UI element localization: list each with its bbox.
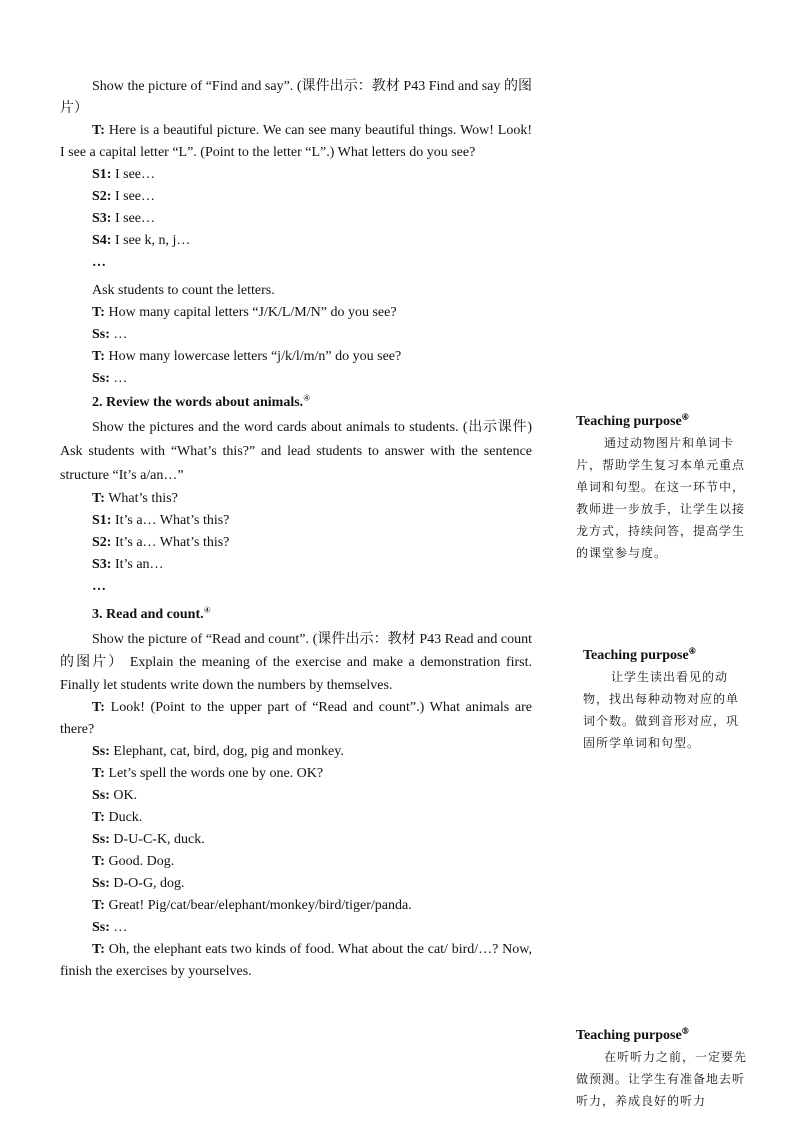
- section-2-heading: [60, 392, 532, 414]
- dialogue-text: …: [109, 920, 128, 935]
- dialogue-text: Good. Dog.: [104, 854, 175, 869]
- dialogue-text: It’s a… What’s this?: [111, 513, 230, 528]
- speaker-label: T:: [92, 898, 105, 913]
- dialogue-line: [60, 554, 532, 576]
- speaker-label: T:: [92, 349, 105, 364]
- speaker-label: S3:: [92, 557, 112, 572]
- dialogue-line: [60, 785, 532, 807]
- dialogue-line: [60, 346, 532, 368]
- teacher-line: [60, 697, 532, 741]
- section-3-intro: Show the picture of “Read and count”. (课件出示：教材 P43 Read and count 的图片） Explain the meaning of the exercise and make a demonstration first. Finally let students write down the numbers by themselves.: [60, 632, 532, 693]
- teaching-purpose-note: [583, 646, 751, 754]
- note-marker: ④: [688, 646, 696, 656]
- dialogue-line: [60, 488, 532, 510]
- speaker-label: Ss:: [92, 920, 110, 935]
- dialogue-line: [60, 895, 532, 917]
- speaker-label: S4:: [92, 233, 112, 248]
- dialogue-line: [60, 208, 532, 230]
- dialogue-text: D-O-G, dog.: [109, 876, 185, 891]
- speaker-label: T:: [92, 766, 105, 781]
- note-title: [576, 412, 748, 432]
- speaker-label: S2:: [92, 189, 112, 204]
- note-text: 通过动物图片和单词卡片，帮助学生复习本单元重点单词和句型。在这一环节中，教师进一步放手，让学生以接龙方式，持续问答，提高学生的课堂参与度。: [576, 436, 746, 560]
- note-marker: ④: [681, 412, 689, 422]
- note-text: 让学生读出看见的动物，找出每种动物对应的单词个数。做到音形对应，巩固所学单词和句型。: [583, 670, 740, 750]
- dialogue-line: [60, 302, 532, 324]
- dialogue-text: Great! Pig/cat/bear/elephant/monkey/bird/tiger/panda.: [104, 898, 412, 913]
- speaker-label: Ss:: [92, 371, 110, 386]
- speaker-label: Ss:: [92, 832, 110, 847]
- dialogue-line: [60, 917, 532, 939]
- speaker-label: S3:: [92, 211, 112, 226]
- dialogue-text: OK.: [109, 788, 138, 803]
- note-marker: ④: [203, 605, 211, 615]
- speaker-label: Ss:: [92, 327, 110, 342]
- dialogue-text: D-U-C-K, duck.: [109, 832, 205, 847]
- dialogue-text: How many capital letters “J/K/L/M/N” do you see?: [104, 305, 397, 320]
- note-text: 在听听力之前，一定要先做预测。让学生有准备地去听听力，养成良好的听力: [576, 1050, 748, 1108]
- dialogue-text: It’s an…: [111, 557, 164, 572]
- speaker-label: T:: [92, 700, 105, 715]
- dialogue-line: [60, 873, 532, 895]
- teaching-purpose-note: [576, 412, 748, 564]
- ellipsis: [60, 576, 532, 598]
- dialogue-text: Here is a beautiful picture. We can see many beautiful things. Wow! Look! I see a capital letter “L”. (Point to the letter “L”.) What letters do you see?: [60, 123, 532, 160]
- dialogue-text: Oh, the elephant eats two kinds of food. What about the cat/ bird/…? Now, finish the exercises by yourselves.: [60, 942, 532, 979]
- speaker-label: T:: [92, 123, 105, 138]
- dialogue-line: [60, 324, 532, 346]
- note-title-text: Teaching purpose: [576, 1028, 682, 1043]
- find-and-say-intro: Show the picture of “Find and say”. (课件出示：教材 P43 Find and say 的图片）: [60, 79, 532, 116]
- note-marker: ⑤: [681, 1026, 689, 1036]
- teacher-line: [60, 120, 532, 164]
- dialogue-line: [60, 829, 532, 851]
- section-2-intro: Show the pictures and the word cards about animals to students. (出示课件) Ask students with “What’s this?” and lead students to answer with the sentence structure “It’s a/an…”: [60, 420, 532, 483]
- dialogue-text: How many lowercase letters “j/k/l/m/n” do you see?: [104, 349, 402, 364]
- dialogue-text: Look! (Point to the upper part of “Read and count”.) What animals are there?: [60, 700, 532, 737]
- section-title: 2. Review the words about animals.: [92, 395, 304, 410]
- dialogue-text: …: [109, 371, 128, 386]
- dialogue-text: What’s this?: [104, 491, 178, 506]
- note-marker: ④: [303, 393, 311, 403]
- dialogue-text: Duck.: [104, 810, 143, 825]
- section-title: 3. Read and count.: [92, 607, 204, 622]
- ellipsis-mark: …: [92, 579, 106, 594]
- dialogue-line: [60, 186, 532, 208]
- ellipsis-mark: …: [92, 255, 106, 270]
- lesson-body: [60, 76, 532, 983]
- ellipsis: [60, 252, 532, 274]
- speaker-label: T:: [92, 305, 105, 320]
- dialogue-line: [60, 164, 532, 186]
- speaker-label: S1:: [92, 513, 112, 528]
- dialogue-line: [60, 510, 532, 532]
- dialogue-text: I see…: [111, 211, 155, 226]
- dialogue-text: It’s a… What’s this?: [111, 535, 230, 550]
- dialogue-line: [60, 368, 532, 390]
- dialogue-line: [60, 763, 532, 785]
- speaker-label: Ss:: [92, 788, 110, 803]
- dialogue-line: [60, 230, 532, 252]
- teaching-purpose-note: [576, 1026, 748, 1112]
- dialogue-line: [60, 851, 532, 873]
- section-3-heading: [60, 604, 532, 626]
- speaker-label: Ss:: [92, 876, 110, 891]
- note-title: [576, 1026, 748, 1046]
- speaker-label: S1:: [92, 167, 112, 182]
- speaker-label: T:: [92, 810, 105, 825]
- dialogue-text: I see k, n, j…: [111, 233, 191, 248]
- dialogue-text: Let’s spell the words one by one. OK?: [104, 766, 324, 781]
- speaker-label: S2:: [92, 535, 112, 550]
- dialogue-line: [60, 532, 532, 554]
- speaker-label: T:: [92, 854, 105, 869]
- dialogue-line: [60, 741, 532, 763]
- dialogue-text: …: [109, 327, 128, 342]
- teacher-line: [60, 939, 532, 983]
- speaker-label: Ss:: [92, 744, 110, 759]
- note-title-text: Teaching purpose: [583, 648, 689, 663]
- dialogue-text: I see…: [111, 167, 155, 182]
- speaker-label: T:: [92, 942, 105, 957]
- dialogue-text: Elephant, cat, bird, dog, pig and monkey.: [109, 744, 344, 759]
- speaker-label: T:: [92, 491, 105, 506]
- count-intro: Ask students to count the letters.: [92, 283, 275, 298]
- dialogue-line: [60, 807, 532, 829]
- note-title: [583, 646, 751, 666]
- dialogue-text: I see…: [111, 189, 155, 204]
- note-title-text: Teaching purpose: [576, 414, 682, 429]
